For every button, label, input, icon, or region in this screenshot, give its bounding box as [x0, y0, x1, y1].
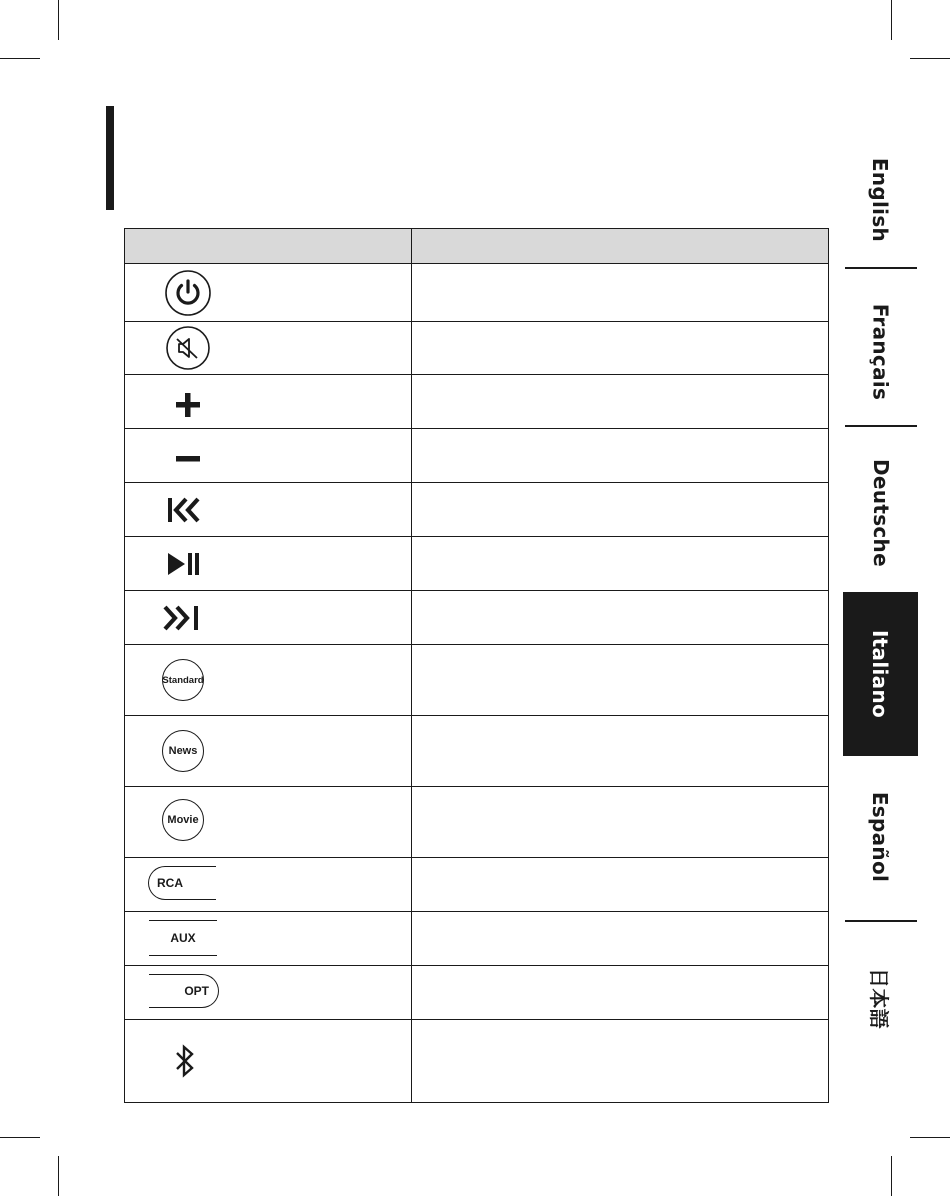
- opt-input-button: [149, 974, 219, 1008]
- rca-input-button: [148, 866, 216, 900]
- table-row: [125, 375, 829, 429]
- crop-mark: [891, 0, 892, 40]
- bluetooth-icon: [173, 1044, 197, 1078]
- language-tab-label: Español: [868, 791, 893, 883]
- tab-divider: [845, 920, 917, 922]
- language-tab-francais[interactable]: [843, 292, 918, 412]
- description-cell: [412, 966, 829, 1020]
- standard-mode-button: [162, 659, 204, 701]
- icon-cell: [125, 966, 412, 1020]
- icon-cell: [125, 537, 412, 591]
- icon-cell: [125, 787, 412, 858]
- crop-mark: [891, 1156, 892, 1196]
- table-row: [125, 912, 829, 966]
- header-cell-button: [125, 229, 412, 264]
- movie-mode-button: [162, 799, 204, 841]
- description-cell: [412, 322, 829, 375]
- movie-mode-label: Movie: [167, 814, 199, 826]
- table-row: [125, 966, 829, 1020]
- crop-mark: [0, 58, 40, 59]
- table-row: [125, 483, 829, 537]
- table-row: [125, 645, 829, 716]
- power-icon: [164, 269, 212, 317]
- plus-icon: [174, 391, 202, 419]
- header-cell-function: [412, 229, 829, 264]
- tab-divider: [845, 267, 917, 269]
- minus-icon: [174, 445, 202, 473]
- icon-cell: [125, 429, 412, 483]
- language-tab-italiano[interactable]: [843, 592, 918, 756]
- language-tab-label: Français: [868, 303, 893, 401]
- aux-input-button: [149, 920, 217, 956]
- icon-cell: [125, 591, 412, 645]
- description-cell: [412, 429, 829, 483]
- description-cell: [412, 1020, 829, 1103]
- description-cell: [412, 264, 829, 322]
- language-tab-label: Deutsche: [868, 459, 893, 567]
- table-row: [125, 858, 829, 912]
- crop-mark: [910, 1137, 950, 1138]
- language-tab-english[interactable]: [843, 140, 918, 260]
- icon-cell: [125, 264, 412, 322]
- table-row: [125, 429, 829, 483]
- news-mode-label: News: [168, 745, 198, 757]
- table-header-row: [125, 229, 829, 264]
- table-row: [125, 716, 829, 787]
- icon-cell: [125, 375, 412, 429]
- icon-cell: [125, 322, 412, 375]
- description-cell: [412, 537, 829, 591]
- icon-cell: [125, 483, 412, 537]
- next-track-icon: [163, 605, 203, 631]
- description-cell: [412, 645, 829, 716]
- play-pause-icon: [167, 551, 203, 577]
- icon-cell: [125, 1020, 412, 1103]
- language-tab-espanol[interactable]: [843, 777, 918, 897]
- table-row: [125, 1020, 829, 1103]
- description-cell: [412, 787, 829, 858]
- language-tab-label: Italiano: [868, 629, 893, 719]
- icon-cell: [125, 858, 412, 912]
- description-cell: [412, 858, 829, 912]
- remote-keys-table: [124, 228, 829, 1103]
- aux-input-label: AUX: [170, 931, 196, 945]
- crop-mark: [0, 1137, 40, 1138]
- table-row: [125, 591, 829, 645]
- crop-mark: [58, 1156, 59, 1196]
- table-row: [125, 537, 829, 591]
- opt-input-label: OPT: [184, 984, 209, 998]
- description-cell: [412, 483, 829, 537]
- description-cell: [412, 716, 829, 787]
- table-row: [125, 322, 829, 375]
- icon-cell: [125, 716, 412, 787]
- mute-icon: [165, 325, 211, 371]
- previous-track-icon: [167, 497, 207, 523]
- news-mode-button: [162, 730, 204, 772]
- icon-cell: [125, 912, 412, 966]
- crop-mark: [910, 58, 950, 59]
- tab-divider: [845, 425, 917, 427]
- standard-mode-label: Standard: [162, 674, 204, 686]
- icon-cell: [125, 645, 412, 716]
- language-tab-label: 日本語: [867, 967, 891, 1029]
- table-row: [125, 787, 829, 858]
- language-tab-japanese[interactable]: [843, 958, 918, 1038]
- rca-input-label: RCA: [157, 876, 183, 890]
- description-cell: [412, 375, 829, 429]
- crop-mark: [58, 0, 59, 40]
- section-title-bar: [106, 106, 114, 210]
- table-row: [125, 264, 829, 322]
- language-tab-label: English: [868, 157, 893, 243]
- description-cell: [412, 591, 829, 645]
- language-tab-deutsche[interactable]: [843, 453, 918, 573]
- description-cell: [412, 912, 829, 966]
